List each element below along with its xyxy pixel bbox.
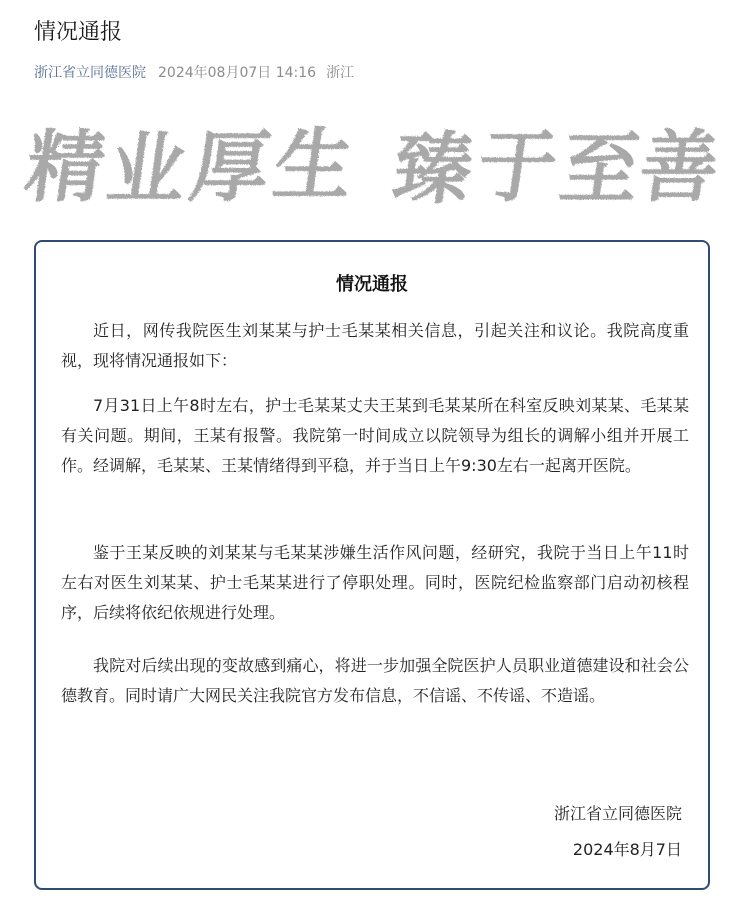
article-title: 情况通报 [34, 20, 123, 45]
signature-date: 2024年8月7日 [572, 840, 682, 859]
calligraphy-image [19, 112, 725, 216]
calligraphy-char: 生 [268, 119, 359, 211]
calligraphy-banner-image [19, 112, 725, 216]
notice-paragraph: 近日，网传我院医生刘某某与护士毛某某相关信息，引起关注和议论。我院高度重视，现将情况通报如下： [61, 321, 689, 370]
article-meta [34, 63, 354, 83]
publish-location: 浙江 [326, 65, 355, 81]
calligraphy-char: 至 [554, 123, 646, 215]
calligraphy-char: 精 [19, 121, 111, 213]
notice-paragraph: 7月31日上午8时左右，护士毛某某丈夫王某到毛某某所在科室反映刘某某、毛某某有关问题。期间，王某有报警。我院第一时间成立以院领导为组长的调解小组并开展工作。经调解，毛某某、王某情绪得到平稳，并于当日上午9:30左右一起离开医院。 [61, 396, 689, 475]
account-name-link[interactable]: 浙江省立同德医院 [34, 65, 146, 81]
notice-paragraph: 我院对后续出现的变故感到痛心，将进一步加强全院医护人员职业道德建设和社会公德教育。同时请广大网民关注我院官方发布信息，不信谣、不传谣、不造谣。 [61, 656, 689, 705]
signature-organization: 浙江省立同德医院 [553, 804, 682, 823]
calligraphy-char: 业 [101, 123, 193, 215]
notice-paragraph: 鉴于王某反映的刘某某与毛某某涉嫌生活作风问题，经研究，我院于当日上午11时左右对医生刘某某、护士毛某某进行了停职处理。同时，医院纪检监察部门启动初核程序，后续将依纪依规进行处理。 [61, 543, 689, 622]
notice-heading: 情况通报 [336, 274, 408, 295]
calligraphy-char: 臻 [387, 123, 479, 215]
calligraphy-char: 于 [471, 121, 563, 213]
calligraphy-glyphs [20, 119, 725, 215]
calligraphy-char: 厚 [184, 121, 276, 213]
publish-time: 2024年08月07日 14:16 [158, 65, 317, 81]
calligraphy-char: 善 [633, 121, 725, 213]
